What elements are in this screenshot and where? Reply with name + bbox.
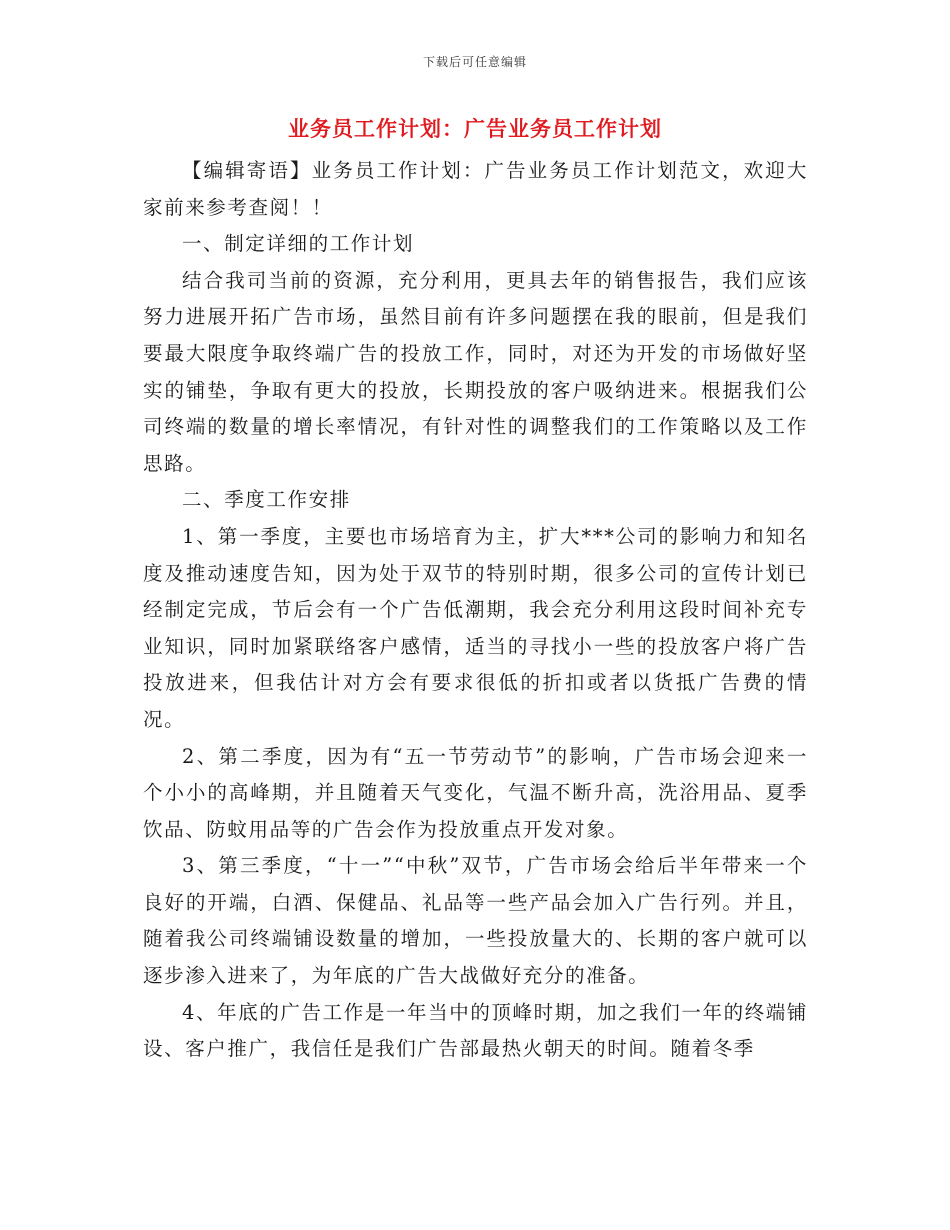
paragraph: 2、第二季度，因为有“五一节劳动节”的影响，广告市场会迎来一个小小的高峰期，并且随着天气变化，气温不断升高，洗浴用品、夏季饮品、防蚊用品等的广告会作为投放重点开发对象。 bbox=[143, 744, 808, 841]
document-title: 业务员工作计划：广告业务员工作计划 bbox=[288, 116, 662, 141]
paragraph: 1、第一季度，主要也市场培育为主，扩大***公司的影响力和知名度及推动速度告知，因为处于双节的特别时期，很多公司的宣传计划已经制定完成，节后会有一个广告低潮期，我会充分利用这段时间补充专业知识，同时加紧联络客户感情，适当的寻找小一些的投放客户将广告投放进来，但我估计对方会有要求很低的折扣或者以货抵广告费的情况。 bbox=[143, 524, 808, 731]
paragraph: 结合我司当前的资源，充分利用，更具去年的销售报告，我们应该努力进展开拓广告市场，虽然目前有许多问题摆在我的眼前，但是我们要最大限度争取终端广告的投放工作，同时，对还为开发的市场做好坚实的铺垫，争取有更大的投放，长期投放的客户吸纳进来。根据我们公司终端的数量的增长率情况，有针对性的调整我们的工作策略以及工作思路。 bbox=[143, 268, 808, 475]
paragraph: 3、第三季度，“十一”“中秋”双节，广告市场会给后半年带来一个良好的开端，白酒、保健品、礼品等一些产品会加入广告行列。并且，随着我公司终端铺设数量的增加，一些投放量大的、长期的客户就可以逐步渗入进来了，为年底的广告大战做好充分的准备。 bbox=[143, 854, 808, 988]
section-heading-2: 二、季度工作安排 bbox=[182, 488, 351, 512]
paragraph-editor-note: 【编辑寄语】业务员工作计划：广告业务员工作计划范文，欢迎大家前来参考查阅！！ bbox=[143, 159, 808, 219]
document-body bbox=[143, 153, 808, 1068]
section-heading-1: 一、制定详细的工作计划 bbox=[182, 232, 415, 256]
paragraph: 4、年底的广告工作是一年当中的顶峰时期，加之我们一年的终端铺设、客户推广，我信任是我们广告部最热火朝天的时间。随着冬季 bbox=[143, 1000, 808, 1061]
header-note: 下载后可任意编辑 bbox=[422, 55, 527, 69]
